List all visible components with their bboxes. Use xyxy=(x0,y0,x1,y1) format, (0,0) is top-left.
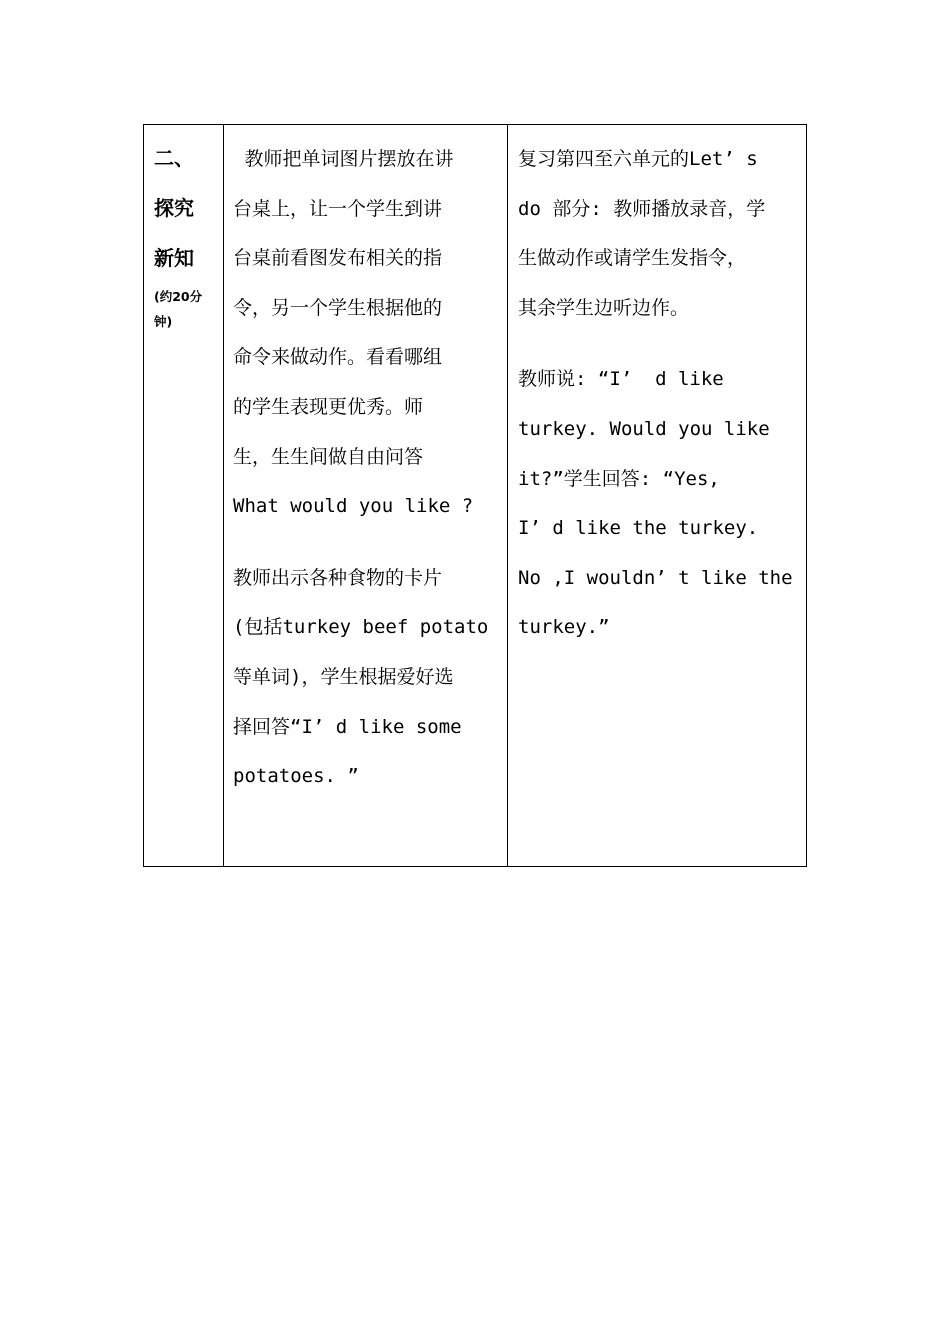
activity-line: 教师说: “I’ d like xyxy=(518,368,724,391)
activity-line: do 部分: 教师播放录音，学 xyxy=(518,197,766,220)
activity-line: turkey.” xyxy=(518,616,610,639)
paragraph-gap xyxy=(233,532,503,554)
teacher-line: What would you like ? xyxy=(233,495,474,518)
stage-title-line2: 新知 xyxy=(154,246,194,270)
teacher-line: 令，另一个学生根据他的 xyxy=(233,296,443,319)
paragraph-gap xyxy=(518,333,798,355)
teacher-line: 台桌前看图发布相关的指 xyxy=(233,247,443,270)
activity-line: No ,I wouldn’ t like the xyxy=(518,566,793,589)
activity-line: I’ d like the turkey. xyxy=(518,517,759,540)
teacher-line: 台桌上，让一个学生到讲 xyxy=(233,197,443,220)
stage-cell xyxy=(144,125,223,866)
activity-line: turkey. Would you like xyxy=(518,417,770,440)
stage-duration-line2: 钟) xyxy=(154,314,173,329)
activity-line: it?”学生回答: “Yes, xyxy=(518,467,720,490)
teacher-activity-cell xyxy=(223,125,507,866)
lesson-plan-table xyxy=(143,124,807,867)
activity-line: 复习第四至六单元的Let’ s xyxy=(518,148,758,170)
teacher-line: 择回答“I’ d like some xyxy=(233,715,462,738)
teacher-line: 教师把单词图片摆放在讲 xyxy=(233,148,454,170)
stage-title-line1: 探究 xyxy=(154,196,194,220)
teacher-line: 生，生生间做自由问答 xyxy=(233,445,424,468)
teacher-line: 等单词)，学生根据爱好选 xyxy=(233,665,454,688)
activity-line: 生做动作或请学生发指令， xyxy=(518,247,747,270)
teacher-line: potatoes. ” xyxy=(233,765,359,788)
teacher-line: 教师出示各种食物的卡片 xyxy=(233,566,443,589)
teacher-line: 命令来做动作。看看哪组 xyxy=(233,346,443,369)
activity-line: 其余学生边听边作。 xyxy=(518,296,690,319)
teacher-line: 的学生表现更优秀。师 xyxy=(233,395,424,418)
student-activity-cell xyxy=(507,125,806,866)
stage-duration-line1: (约20分 xyxy=(154,289,203,304)
stage-number: 二、 xyxy=(154,146,194,170)
teacher-line: (包括turkey beef potato xyxy=(233,616,489,639)
